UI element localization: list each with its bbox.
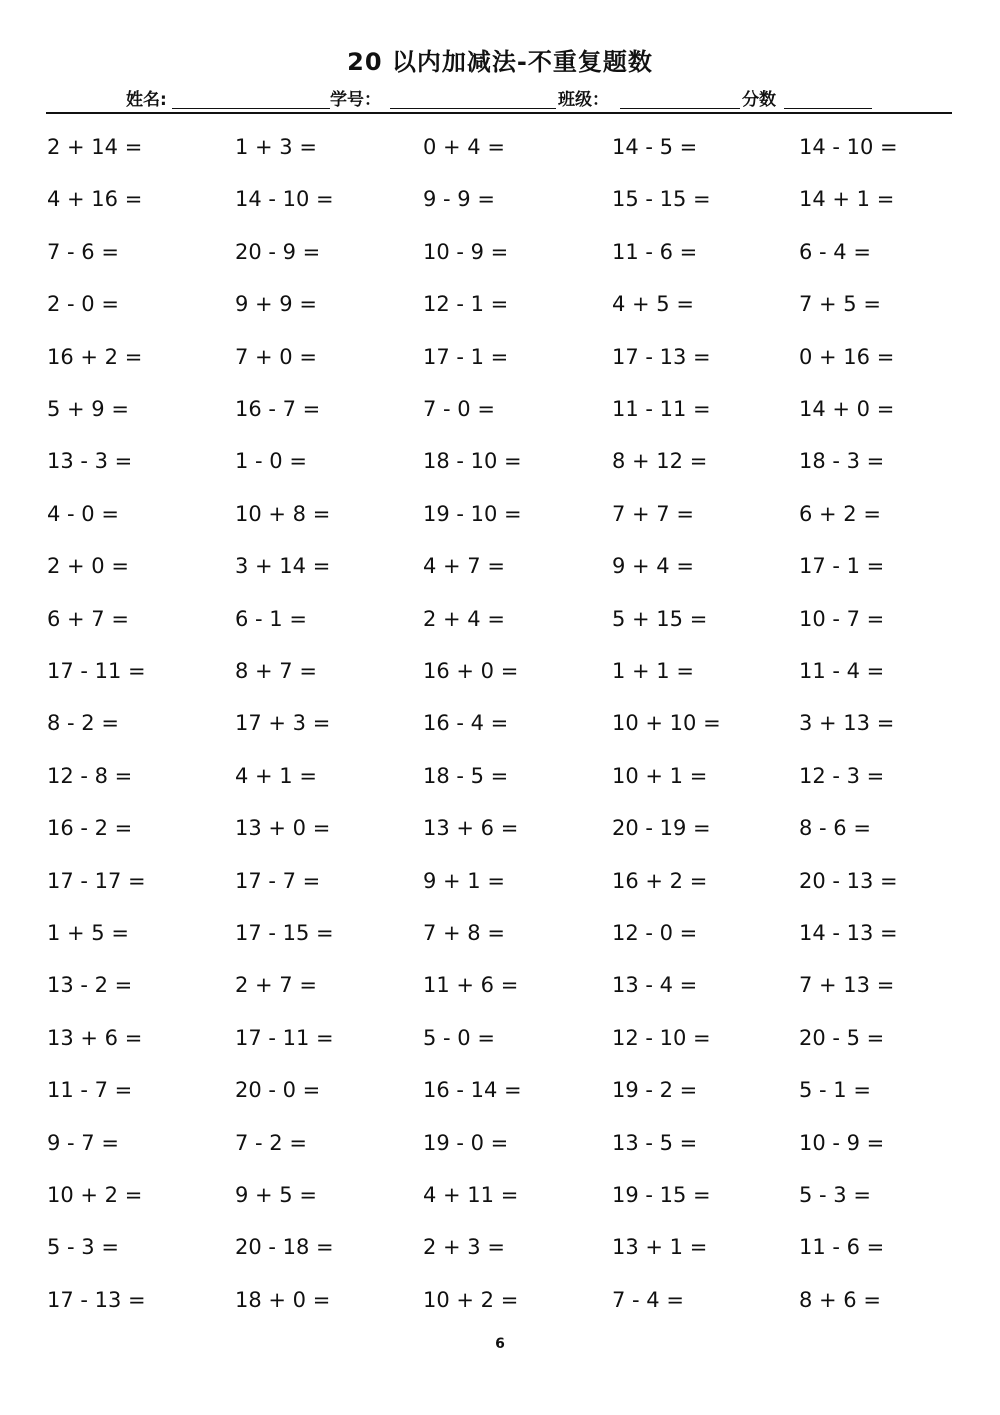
math-problem: 13 - 4 = [612, 973, 698, 998]
math-problem: 14 - 5 = [612, 135, 698, 159]
math-problem: 18 - 3 = [799, 449, 885, 474]
class-field[interactable] [620, 108, 740, 109]
math-problem: 0 + 16 = [799, 344, 895, 369]
math-problem: 11 + 6 = [423, 973, 519, 998]
math-problem: 10 + 2 = [47, 1183, 143, 1207]
math-problem: 13 + 6 = [47, 1025, 143, 1050]
math-problem: 3 + 13 = [799, 711, 895, 736]
math-problem: 12 - 8 = [47, 763, 133, 788]
math-problem: 8 + 7 = [235, 659, 317, 683]
math-problem: 16 - 2 = [47, 816, 133, 841]
math-problem: 14 - 13 = [799, 921, 898, 945]
math-problem: 7 - 6 = [47, 239, 119, 264]
math-problem: 13 - 5 = [612, 1130, 698, 1155]
math-problem: 10 + 10 = [612, 711, 721, 736]
math-problem: 20 - 19 = [612, 816, 711, 841]
math-problem: 10 - 9 = [423, 239, 509, 264]
math-problem: 9 + 9 = [235, 292, 317, 317]
math-problem: 4 + 11 = [423, 1183, 519, 1207]
math-problem: 2 + 4 = [423, 606, 505, 631]
name-field[interactable] [172, 108, 330, 109]
math-problem: 17 - 13 = [612, 344, 711, 369]
math-problem: 14 - 10 = [799, 135, 898, 159]
math-problem: 8 + 6 = [799, 1287, 881, 1312]
math-problem: 2 - 0 = [47, 292, 119, 317]
math-problem: 9 - 7 = [47, 1130, 119, 1155]
math-problem: 10 - 7 = [799, 606, 885, 631]
page-number: 6 [495, 1336, 505, 1352]
math-problem: 17 + 3 = [235, 711, 331, 736]
math-problem: 16 - 4 = [423, 711, 509, 736]
math-problem: 18 - 10 = [423, 449, 522, 474]
student-id-field[interactable] [390, 108, 556, 109]
math-problem: 1 + 5 = [47, 921, 129, 945]
math-problem: 13 - 2 = [47, 973, 133, 998]
math-problem: 17 - 17 = [47, 868, 146, 893]
math-problem: 18 + 0 = [235, 1287, 331, 1312]
math-problem: 20 - 0 = [235, 1078, 321, 1103]
math-problem: 6 + 7 = [47, 606, 129, 631]
math-problem: 10 + 8 = [235, 501, 331, 526]
math-problem: 11 - 6 = [799, 1235, 885, 1260]
math-problem: 7 - 4 = [612, 1287, 684, 1312]
math-problem: 6 - 1 = [235, 606, 307, 631]
math-problem: 19 - 15 = [612, 1183, 711, 1207]
math-problem: 16 + 2 = [612, 868, 708, 893]
class-label: 班级： [558, 90, 609, 110]
math-problem: 14 + 1 = [799, 187, 895, 212]
math-problem: 5 - 0 = [423, 1025, 495, 1050]
math-problem: 17 - 7 = [235, 868, 321, 893]
math-problem: 10 + 1 = [612, 763, 708, 788]
math-problem: 18 - 5 = [423, 763, 509, 788]
math-problem: 11 - 6 = [612, 239, 698, 264]
math-problem: 10 - 9 = [799, 1130, 885, 1155]
math-problem: 12 - 1 = [423, 292, 509, 317]
math-problem: 13 + 0 = [235, 816, 331, 841]
math-problem: 6 - 4 = [799, 239, 871, 264]
student-id-label: 学号： [330, 90, 381, 110]
math-problem: 20 - 9 = [235, 239, 321, 264]
math-problem: 7 + 8 = [423, 921, 505, 945]
math-problem: 20 - 18 = [235, 1235, 334, 1260]
math-problem: 7 - 2 = [235, 1130, 307, 1155]
student-info-header [46, 86, 952, 114]
math-problem: 5 - 3 = [47, 1235, 119, 1260]
math-problem: 17 - 15 = [235, 921, 334, 945]
math-problem: 11 - 4 = [799, 659, 885, 683]
math-problem: 9 - 9 = [423, 187, 495, 212]
page-title: 20 以内加减法-不重复题数 [347, 48, 653, 76]
math-problem: 17 - 11 = [235, 1025, 334, 1050]
math-problem: 13 + 1 = [612, 1235, 708, 1260]
math-problem: 3 + 14 = [235, 554, 331, 579]
math-problem: 16 + 0 = [423, 659, 519, 683]
math-problem: 12 - 10 = [612, 1025, 711, 1050]
math-problem: 2 + 3 = [423, 1235, 505, 1260]
math-problem: 19 - 10 = [423, 501, 522, 526]
math-problem: 9 + 4 = [612, 554, 694, 579]
math-problem: 7 - 0 = [423, 397, 495, 421]
math-problem: 11 - 7 = [47, 1078, 133, 1103]
math-problem: 12 - 0 = [612, 921, 698, 945]
math-problem: 1 - 0 = [235, 449, 307, 474]
math-problem: 19 - 0 = [423, 1130, 509, 1155]
math-problem: 14 + 0 = [799, 397, 895, 421]
math-problem: 7 + 7 = [612, 501, 694, 526]
math-problem: 9 + 1 = [423, 868, 505, 893]
math-problem: 5 + 15 = [612, 606, 708, 631]
math-problem: 17 - 11 = [47, 659, 146, 683]
math-problem: 4 + 1 = [235, 763, 317, 788]
math-problem: 17 - 1 = [423, 344, 509, 369]
math-problem: 10 + 2 = [423, 1287, 519, 1312]
math-problem: 7 + 5 = [799, 292, 881, 317]
math-problem: 20 - 13 = [799, 868, 898, 893]
math-problem: 20 - 5 = [799, 1025, 885, 1050]
math-problem: 2 + 0 = [47, 554, 129, 579]
math-problem: 8 - 2 = [47, 711, 119, 736]
math-problem: 7 + 13 = [799, 973, 895, 998]
math-problem: 7 + 0 = [235, 344, 317, 369]
math-problem: 0 + 4 = [423, 135, 505, 159]
math-problem: 17 - 1 = [799, 554, 885, 579]
math-problem: 6 + 2 = [799, 501, 881, 526]
math-problem: 5 - 1 = [799, 1078, 871, 1103]
math-problem: 5 - 3 = [799, 1183, 871, 1207]
math-problem: 4 - 0 = [47, 501, 119, 526]
math-problem: 9 + 5 = [235, 1183, 317, 1207]
math-problem: 16 - 7 = [235, 397, 321, 421]
math-problem: 17 - 13 = [47, 1287, 146, 1312]
math-problem: 13 + 6 = [423, 816, 519, 841]
math-problem: 16 + 2 = [47, 344, 143, 369]
math-problem: 15 - 15 = [612, 187, 711, 212]
math-problem: 16 - 14 = [423, 1078, 522, 1103]
name-label: 姓名: [126, 90, 167, 110]
math-problem: 1 + 1 = [612, 659, 694, 683]
math-problem: 12 - 3 = [799, 763, 885, 788]
math-problem: 19 - 2 = [612, 1078, 698, 1103]
math-problem: 4 + 16 = [47, 187, 143, 212]
math-problem: 5 + 9 = [47, 397, 129, 421]
math-problem: 8 + 12 = [612, 449, 708, 474]
math-problem: 11 - 11 = [612, 397, 711, 421]
math-problem: 13 - 3 = [47, 449, 133, 474]
score-label: 分数 [742, 90, 776, 110]
score-field[interactable] [784, 108, 872, 109]
math-problem: 4 + 5 = [612, 292, 694, 317]
math-problem: 1 + 3 = [235, 135, 317, 159]
math-problem: 2 + 7 = [235, 973, 317, 998]
math-problem: 14 - 10 = [235, 187, 334, 212]
math-problem: 4 + 7 = [423, 554, 505, 579]
math-problem: 2 + 14 = [47, 135, 143, 159]
math-problem: 8 - 6 = [799, 816, 871, 841]
